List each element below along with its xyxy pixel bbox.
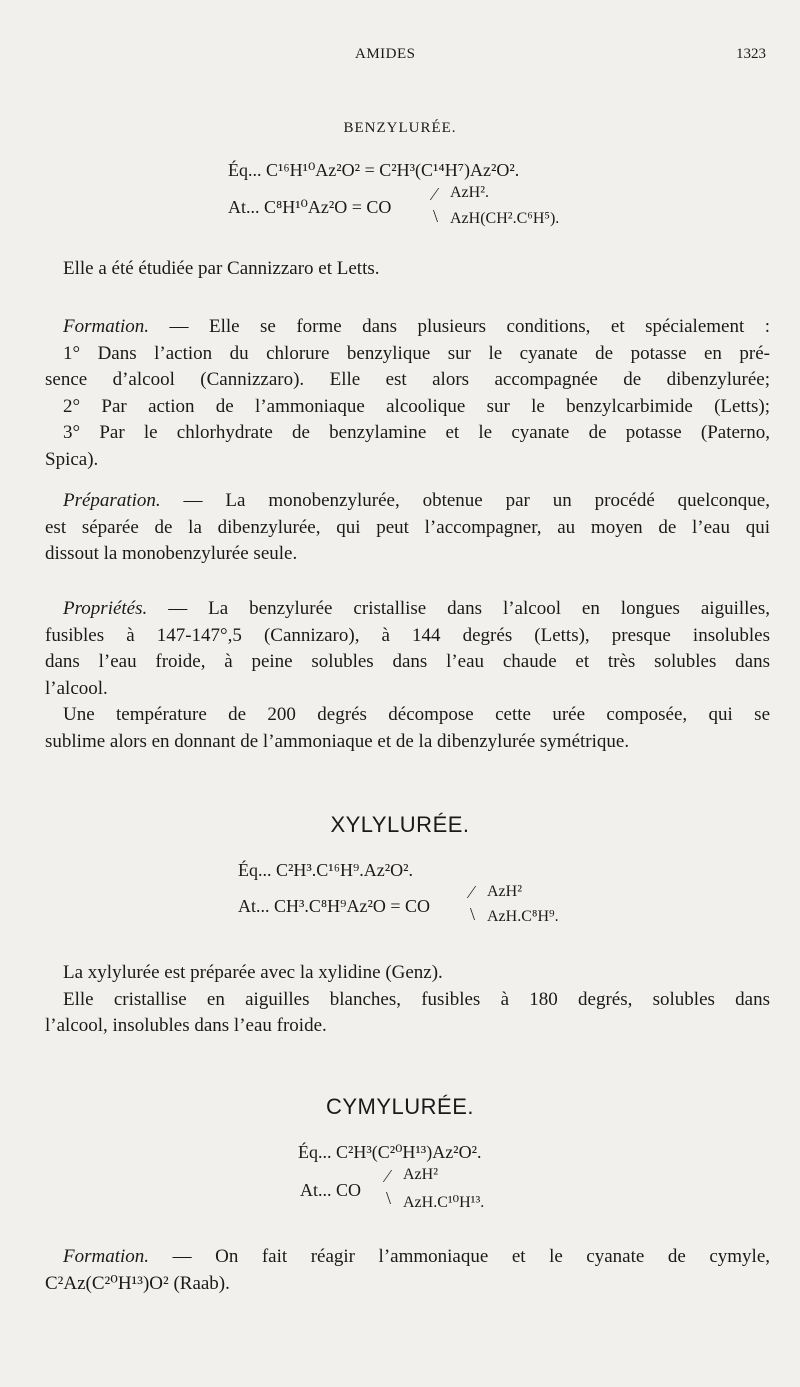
- formation-line-2: 1° Dans l’action du chlorure benzylique sur le cyanate de potasse en pré-: [63, 342, 770, 364]
- xylyl-line-2: Elle cristallise en aiguilles blanches, fusibles à 180 degrés, solubles dans: [63, 988, 770, 1010]
- branch-top: AzH².: [450, 184, 490, 201]
- preparation-label: Préparation.: [63, 490, 161, 511]
- eq-formula: C²H³(C²⁰H¹³)Az²O².: [336, 1142, 482, 1162]
- xylyl-line-1: La xylylurée est préparée avec la xylidine (Genz).: [63, 962, 443, 983]
- at-label: At...: [300, 1180, 332, 1200]
- bond-down-line: \: [470, 904, 476, 924]
- cymyl-formation-line-1: Formation. — On fait réagir l’ammoniaque et le cyanate de cymyle,: [63, 1246, 770, 1267]
- eq-label: Éq...: [228, 160, 262, 180]
- cymyl-eq-formula: [298, 1142, 481, 1163]
- proprietes-line-2: fusibles à 147-147°,5 (Cannizaro), à 144 degrés (Letts), presque insolubles: [45, 624, 770, 646]
- cymyl-formation: [45, 1244, 770, 1297]
- benzyl-preparation: [45, 488, 770, 568]
- branch-top: AzH²: [403, 1166, 439, 1183]
- proprietes-line-6: sublime alors en donnant de l’ammoniaque et de la dibenzylurée symétrique.: [45, 730, 630, 752]
- bond-up-line: ⁄: [386, 1166, 390, 1186]
- formation-line-5: 3° Par le chlorhydrate de benzylamine et le cyanate de potasse (Paterno,: [63, 422, 770, 443]
- preparation-line-2: est séparée de la dibenzylurée, qui peut l’accompagner, au moyen de l’eau qui: [45, 516, 770, 538]
- section-title-xylyluree: XYLYLURÉE.: [330, 812, 470, 837]
- branch-bottom: AzH.C¹⁰H¹³.: [403, 1194, 485, 1211]
- formation-label: Formation.: [63, 316, 150, 337]
- benzyl-at-formula: [228, 197, 391, 218]
- at-formula: CO: [336, 1180, 362, 1200]
- bond-up-line: ⁄: [470, 882, 474, 902]
- benzyl-formation: [45, 314, 770, 473]
- page-number: 1323: [736, 46, 766, 62]
- formation-label: Formation.: [63, 1246, 150, 1267]
- xylyl-at-formula: [238, 896, 430, 917]
- benzyl-proprietes: [45, 596, 770, 755]
- cymyl-at-formula: [300, 1180, 361, 1201]
- benzyl-studied: [45, 256, 770, 283]
- xylyl-line-3: l’alcool, insolubles dans l’eau froide.: [45, 1015, 327, 1036]
- preparation-line-3: dissout la monobenzylurée seule.: [45, 543, 298, 564]
- at-label: At...: [228, 197, 260, 217]
- running-header: [0, 46, 800, 70]
- section-title-cymyluree: CYMYLURÉE.: [325, 1094, 475, 1119]
- proprietes-label: Propriétés.: [63, 598, 148, 619]
- bond-up-line: ⁄: [433, 184, 437, 204]
- proprietes-line-5: Une température de 200 degrés décompose cette urée composée, qui se: [63, 704, 770, 725]
- at-label: At...: [238, 896, 270, 916]
- preparation-line-1: Préparation. — La monobenzylurée, obtenue par un procédé quelconque,: [63, 490, 770, 511]
- eq-formula: C²H³.C¹⁶H⁹.Az²O².: [276, 860, 414, 880]
- cymyl-formation-line-2: C²Az(C²⁰H¹³)O² (Raab).: [45, 1272, 230, 1294]
- benzyl-eq-formula: [228, 160, 519, 181]
- at-formula: CH³.C⁸H⁹Az²O = CO: [274, 896, 430, 916]
- xylyl-text: [45, 960, 770, 1040]
- bond-down-line: \: [386, 1188, 392, 1208]
- xylyl-eq-formula: [238, 860, 413, 881]
- branch-bottom: AzH.C⁸H⁹.: [487, 908, 559, 925]
- formation-line-3: sence d’alcool (Cannizzaro). Elle est alors accompagnée de dibenzylurée;: [45, 369, 770, 390]
- branch-top: AzH²: [487, 883, 523, 900]
- eq-label: Éq...: [238, 860, 272, 880]
- eq-formula: C¹⁶H¹⁰Az²O² = C²H³(C¹⁴H⁷)Az²O².: [266, 160, 520, 180]
- branch-bottom: AzH(CH².C⁶H⁵).: [450, 210, 560, 227]
- formation-line-4: 2° Par action de l’ammoniaque alcoolique sur le benzylcarbimide (Letts);: [63, 395, 770, 417]
- bond-down-line: \: [433, 206, 439, 226]
- running-title: AMIDES: [355, 46, 416, 62]
- proprietes-line-4: l’alcool.: [45, 677, 108, 699]
- proprietes-line-3: dans l’eau froide, à peine solubles dans l’eau chaude et très solubles dans: [45, 651, 770, 672]
- proprietes-line-1: Propriétés. — La benzylurée cristallise dans l’alcool en longues aiguilles,: [63, 598, 770, 619]
- at-formula: C⁸H¹⁰Az²O = CO: [264, 197, 392, 217]
- section-title-benzyluree: BENZYLURÉE.: [343, 120, 457, 136]
- eq-label: Éq...: [298, 1142, 332, 1162]
- formation-line-6: Spica).: [45, 448, 99, 470]
- formation-line-1: Formation. — Elle se forme dans plusieurs conditions, et spécialement :: [63, 316, 770, 337]
- text-line: Elle a été étudiée par Cannizzaro et Letts.: [63, 258, 380, 279]
